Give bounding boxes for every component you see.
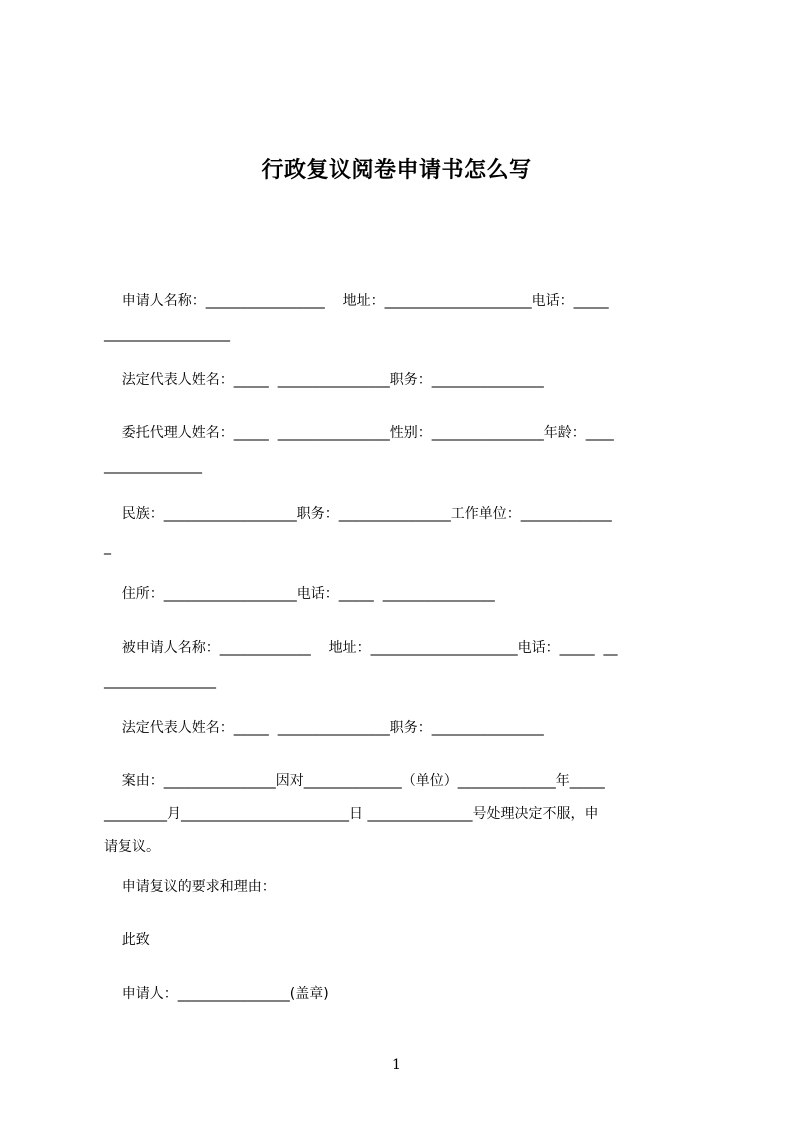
ethnicity-line-2: _ [104,539,111,555]
respondent-info-line-2: ________________ [104,673,216,689]
signature-line: 申请人：________________(盖章) [104,986,329,1002]
agent-info-line-2: ______________ [104,458,202,474]
ethnicity-paragraph [104,498,704,564]
document-title: 行政复议阅卷申请书怎么写 [261,157,532,183]
salutation-paragraph [104,924,704,957]
respondent-info-paragraph [104,632,704,698]
respondent-info-line-1: 被申请人名称：_____________ 地址：_____________________电话：_____ __ [104,640,618,656]
legal-representative-line: 法定代表人姓名：_____ ________________职务：________________ [104,372,544,388]
residence-line: 住所：___________________电话：_____ ________________ [104,586,495,602]
signature-paragraph [104,978,704,1011]
applicant-info-line-2: __________________ [104,326,230,342]
ethnicity-line-1: 民族：___________________职务：________________工作单位：_____________ [104,506,612,522]
applicant-info-paragraph [104,285,704,351]
respondent-legal-representative-paragraph [104,712,704,745]
case-cause-line-2: _________月________________________日 _______________号处理决定不服，申 [104,806,599,822]
legal-representative-paragraph [104,364,704,397]
respondent-legal-representative-line: 法定代表人姓名：_____ ________________职务：________________ [104,720,544,736]
agent-info-paragraph [104,417,704,483]
applicant-info-line-1: 申请人名称：_________________ 地址：_____________________电话：_____ [104,293,609,309]
case-cause-line-3: 请复议。 [104,839,160,855]
residence-paragraph [104,578,704,611]
salutation-line: 此致 [104,932,150,948]
request-reasons-paragraph [104,871,704,904]
request-reasons-line: 申请复议的要求和理由： [104,879,276,895]
page-number: 1 [392,1057,401,1073]
case-cause-paragraph [104,765,704,864]
agent-info-line-1: 委托代理人姓名：_____ ________________性别：________________年龄：____ [104,425,614,441]
case-cause-line-1: 案由：________________因对______________（单位）______________年_____ [104,773,605,789]
